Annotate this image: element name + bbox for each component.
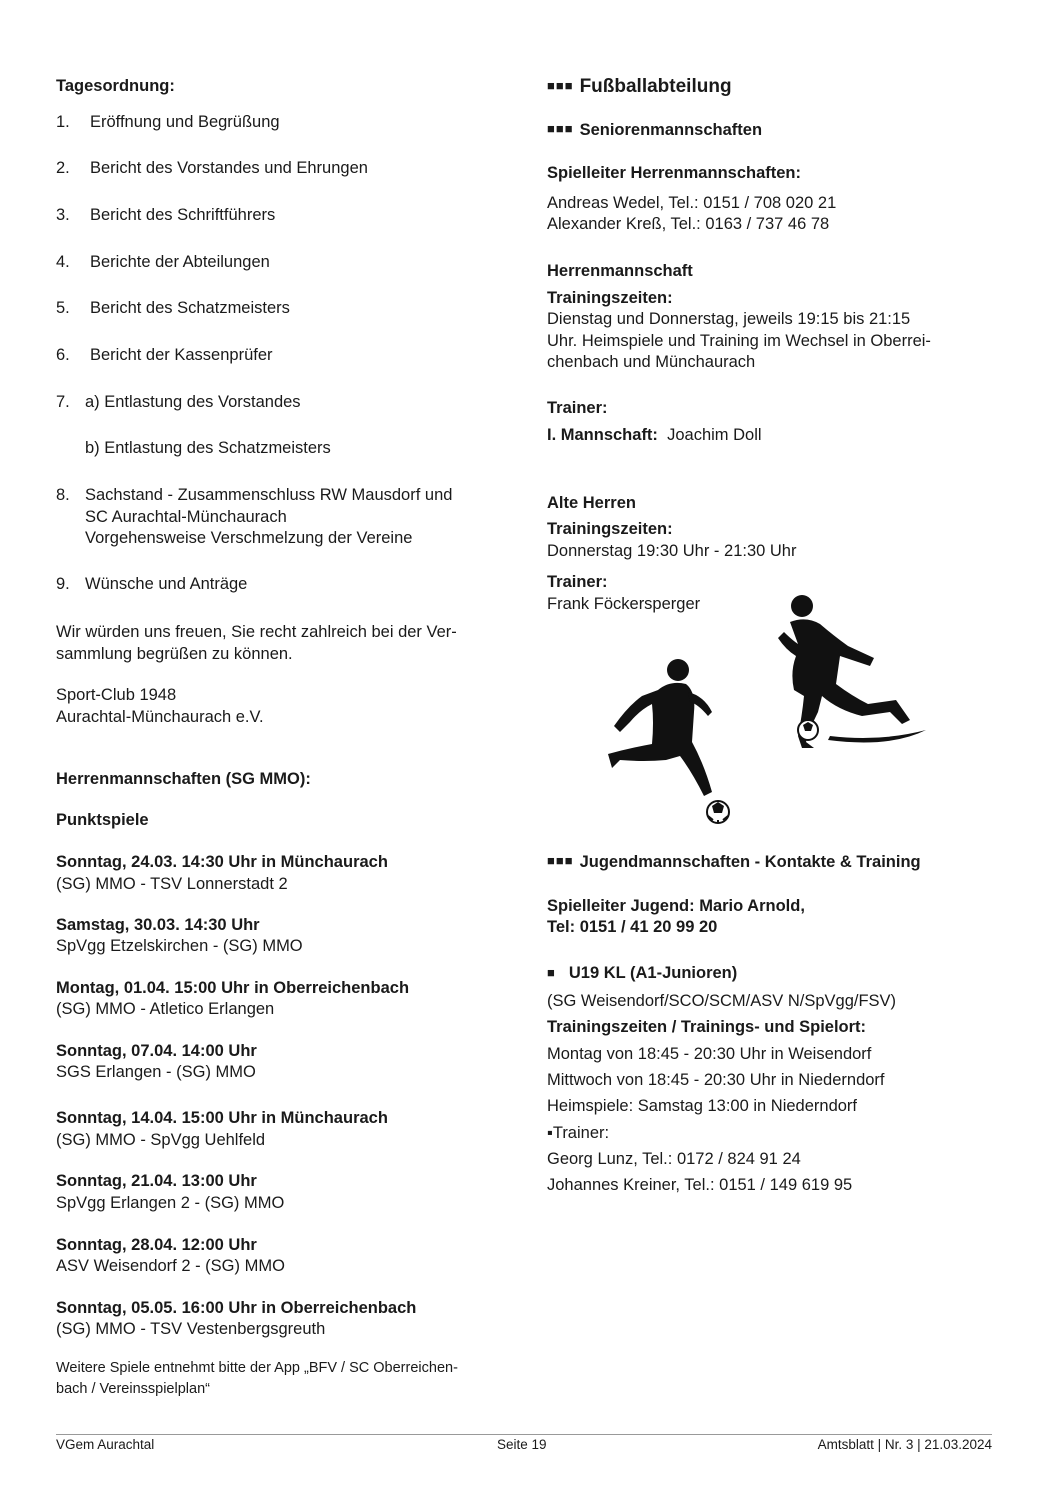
leader-heading: Spielleiter Herrenmannschaften: — [547, 164, 801, 182]
match-teams: SGS Erlangen - (SG) MMO — [56, 1063, 256, 1081]
football-ball-icon — [798, 720, 818, 740]
training-heading: Trainingszeiten: — [547, 289, 673, 307]
contact-line: Andreas Wedel, Tel.: 0151 / 708 020 21 — [547, 194, 837, 212]
trainer-name: Frank Föckersperger — [547, 595, 701, 613]
agenda-item: 8. Sachstand - Zusammenschluss RW Mausdorf und — [56, 486, 453, 504]
u19-title: ■ U19 KL (A1-Junioren) — [547, 964, 738, 982]
u19-trainer-heading: ▪Trainer: — [547, 1124, 610, 1142]
agenda-item: 3. Bericht des Schriftführers — [56, 206, 276, 224]
page-number: Seite 19 — [497, 1437, 547, 1452]
club-name: Aurachtal-Münchaurach e.V. — [56, 708, 264, 726]
motion-swoosh-icon — [828, 730, 926, 742]
football-player-icon — [778, 595, 910, 748]
bullet-squares-icon: ■■■ — [547, 853, 574, 868]
invite-text: Wir würden uns freuen, Sie recht zahlreich bei der Ver- — [56, 623, 457, 641]
agenda-item: 6. Bericht der Kassenprüfer — [56, 346, 273, 364]
youth-leader: Tel: 0151 / 41 20 99 20 — [547, 918, 718, 936]
dept-title: ■■■ Fußballabteilung — [547, 76, 732, 97]
bullet-squares-icon: ■■■ — [547, 121, 574, 136]
agenda-item: SC Aurachtal-Münchaurach — [85, 508, 287, 526]
footer-left: VGem Aurachtal — [56, 1437, 155, 1452]
u19-line: Heimspiele: Samstag 13:00 in Niederndorf — [547, 1097, 857, 1115]
footer-divider — [56, 1434, 992, 1435]
u19-sg: (SG Weisendorf/SCO/SCM/ASV N/SpVgg/FSV) — [547, 992, 897, 1010]
training-heading: Trainingszeiten: — [547, 520, 673, 538]
matches-heading: Punktspiele — [56, 811, 149, 829]
training-text: Dienstag und Donnerstag, jeweils 19:15 bis 21:15 — [547, 310, 911, 328]
youth-leader: Spielleiter Jugend: Mario Arnold, — [547, 897, 805, 915]
match-date: Sonntag, 07.04. 14:00 Uhr — [56, 1042, 257, 1060]
u19-line: Montag von 18:45 - 20:30 Uhr in Weisendorf — [547, 1045, 872, 1063]
invite-text: sammlung begrüßen zu können. — [56, 645, 293, 663]
trainer-heading: Trainer: — [547, 573, 608, 591]
match-date: Sonntag, 24.03. 14:30 Uhr in Münchaurach — [56, 853, 388, 871]
agenda-item: 4. Berichte der Abteilungen — [56, 253, 270, 271]
training-text: chenbach und Münchaurach — [547, 353, 756, 371]
note-text: bach / Vereinsspielplan“ — [56, 1381, 210, 1397]
agenda-item: b) Entlastung des Schatzmeisters — [85, 439, 331, 457]
footer-right: Amtsblatt | Nr. 3 | 21.03.2024 — [817, 1437, 992, 1452]
agenda-item: 2. Bericht des Vorstandes und Ehrungen — [56, 159, 368, 177]
agenda-item: 5. Bericht des Schatzmeisters — [56, 299, 290, 317]
men-heading: Herrenmannschaft — [547, 262, 693, 280]
contact-line: Georg Lunz, Tel.: 0172 / 824 91 24 — [547, 1150, 801, 1168]
match-teams: (SG) MMO - SpVgg Uehlfeld — [56, 1131, 266, 1149]
football-player-icon — [608, 659, 712, 796]
contact-line: Alexander Kreß, Tel.: 0163 / 737 46 78 — [547, 215, 830, 233]
match-date: Montag, 01.04. 15:00 Uhr in Oberreichenbach — [56, 979, 410, 997]
club-name: Sport-Club 1948 — [56, 686, 177, 704]
training-text: Donnerstag 19:30 Uhr - 21:30 Uhr — [547, 542, 797, 560]
football-ball-icon — [707, 801, 729, 823]
old-heading: Alte Herren — [547, 494, 636, 512]
agenda-item: 1. Eröffnung und Begrüßung — [56, 113, 280, 131]
contact-line: Johannes Kreiner, Tel.: 0151 / 149 619 95 — [547, 1176, 853, 1194]
teams-heading: Herrenmannschaften (SG MMO): — [56, 770, 311, 788]
match-teams: SpVgg Erlangen 2 - (SG) MMO — [56, 1194, 285, 1212]
match-teams: (SG) MMO - TSV Lonnerstadt 2 — [56, 875, 288, 893]
training-text: Uhr. Heimspiele und Training im Wechsel in Oberrei- — [547, 332, 931, 350]
match-teams: (SG) MMO - TSV Vestenbergsgreuth — [56, 1320, 326, 1338]
football-players-illustration — [600, 592, 940, 832]
agenda-item: 7. a) Entlastung des Vorstandes — [56, 393, 301, 411]
bullet-squares-icon: ■■■ — [547, 78, 574, 93]
senior-title: ■■■ Seniorenmannschaften — [547, 121, 763, 139]
agenda-item: Vorgehensweise Verschmelzung der Vereine — [85, 529, 413, 547]
u19-training-heading: Trainingszeiten / Trainings- und Spielort: — [547, 1018, 867, 1036]
trainer-heading: Trainer: — [547, 399, 608, 417]
match-date: Samstag, 30.03. 14:30 Uhr — [56, 916, 260, 934]
youth-title: ■■■ Jugendmannschaften - Kontakte & Training — [547, 853, 921, 871]
u19-line: Mittwoch von 18:45 - 20:30 Uhr in Niederndorf — [547, 1071, 885, 1089]
bullet-square-icon: ■ — [547, 965, 555, 980]
match-date: Sonntag, 21.04. 13:00 Uhr — [56, 1172, 257, 1190]
match-teams: (SG) MMO - Atletico Erlangen — [56, 1000, 275, 1018]
match-date: Sonntag, 05.05. 16:00 Uhr in Oberreichenbach — [56, 1299, 417, 1317]
match-teams: ASV Weisendorf 2 - (SG) MMO — [56, 1257, 285, 1275]
agenda-item: 9. Wünsche und Anträge — [56, 575, 248, 593]
match-teams: SpVgg Etzelskirchen - (SG) MMO — [56, 937, 303, 955]
first-team-trainer: I. Mannschaft: Joachim Doll — [547, 426, 762, 444]
match-date: Sonntag, 14.04. 15:00 Uhr in Münchaurach — [56, 1109, 388, 1127]
agenda-title: Tagesordnung: — [56, 77, 175, 95]
match-date: Sonntag, 28.04. 12:00 Uhr — [56, 1236, 257, 1254]
note-text: Weitere Spiele entnehmt bitte der App „BFV / SC Oberreichen- — [56, 1360, 458, 1376]
